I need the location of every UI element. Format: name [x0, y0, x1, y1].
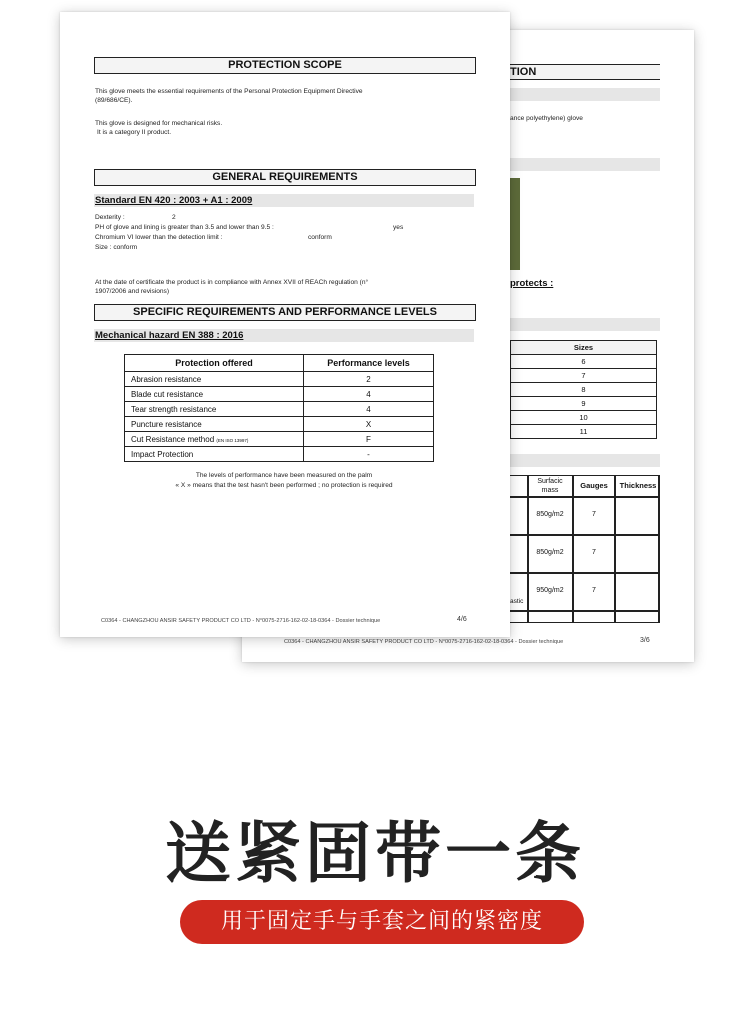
performance-value: 4 — [304, 387, 434, 402]
table-row — [125, 447, 434, 462]
back-grey-bar — [510, 454, 660, 467]
protection-label: Puncture resistance — [125, 417, 304, 432]
back-grey-bar — [510, 318, 660, 331]
reach-line: 1907/2006 and revisions) — [95, 288, 170, 295]
general-requirements-heading: GENERAL REQUIREMENTS — [94, 169, 476, 186]
glove-photo-edge — [510, 178, 520, 270]
front-page-number: 4/6 — [457, 616, 467, 623]
performance-value: F — [304, 432, 434, 447]
hazard-heading: Mechanical hazard EN 388 : 2016 — [95, 330, 244, 341]
performance-levels-header: Performance levels — [304, 355, 434, 372]
sizes-header: Sizes — [510, 340, 657, 355]
protection-label-cell — [125, 432, 304, 447]
size-cell: 9 — [510, 396, 657, 411]
back-page-number: 3/6 — [640, 637, 650, 644]
subline-pill: 用于固定手与手套之间的紧密度 — [180, 900, 584, 944]
headline: 送紧固带一条 — [165, 815, 585, 892]
gauge-value: 7 — [592, 511, 596, 518]
size-cell: 10 — [510, 410, 657, 425]
specific-requirements-heading: SPECIFIC REQUIREMENTS AND PERFORMANCE LEVELS — [94, 304, 476, 321]
back-protects-fragment: protects : — [510, 278, 554, 289]
table-row — [125, 432, 434, 447]
gauges-header: Gauges — [580, 481, 608, 490]
chromium-value: conform — [308, 234, 332, 241]
performance-value: 2 — [304, 372, 434, 387]
scope-line: It is a category II product. — [97, 129, 172, 136]
gauge-value: 7 — [592, 587, 596, 594]
size-cell: 6 — [510, 354, 657, 369]
protection-label: Impact Protection — [125, 447, 304, 462]
surface-mass-value: 850g/m2 — [536, 511, 564, 518]
table-note: The levels of performance have been measured on the palm — [195, 472, 373, 479]
protection-label: Tear strength resistance — [125, 402, 304, 417]
materials-table — [510, 475, 660, 623]
performance-value: 4 — [304, 402, 434, 417]
front-footer: C0364 - CHANGZHOU ANSIR SAFETY PRODUCT CO LTD - N°0075-2716-162-02-18-0364 - Dossier technique — [101, 618, 381, 624]
chromium-label: Chromium VI lower than the detection limit : — [95, 234, 223, 241]
protection-scope-heading: PROTECTION SCOPE — [94, 57, 476, 74]
protection-label: Cut Resistance method — [131, 434, 215, 444]
surface-mass-header: Surfacic mass — [537, 478, 563, 494]
size-cell: 11 — [510, 424, 657, 439]
dexterity-value: 2 — [172, 214, 176, 221]
back-desc-fragment: ance polyethylene) glove — [510, 115, 583, 122]
size-conform: Size : conform — [95, 244, 138, 251]
size-cell: 7 — [510, 368, 657, 383]
table-header-row — [125, 355, 434, 372]
ph-label: PH of glove and lining is greater than 3.5 and lower than 9.5 : — [95, 224, 274, 231]
scope-line: This glove is designed for mechanical risks. — [95, 120, 223, 127]
scope-line: This glove meets the essential requirements of the Personal Protection Equipment Directive — [95, 88, 363, 95]
standard-heading: Standard EN 420 : 2003 + A1 : 2009 — [95, 195, 253, 206]
protection-offered-header: Protection offered — [125, 355, 304, 372]
table-row — [125, 387, 434, 402]
table-row — [125, 402, 434, 417]
reach-line: At the date of certificate the product is in compliance with Annex XVII of REACh regulation (n° — [95, 279, 369, 286]
table-row — [125, 372, 434, 387]
performance-table — [124, 354, 434, 462]
performance-value: X — [304, 417, 434, 432]
dexterity-label: Dexterity : — [95, 214, 125, 221]
back-header-fragment: TION — [510, 66, 537, 78]
scope-line: (89/686/CE). — [95, 97, 133, 104]
gauge-value: 7 — [592, 549, 596, 556]
protection-sublabel: (EN ISO 13997) — [216, 437, 249, 443]
protection-label: Abrasion resistance — [125, 372, 304, 387]
table-row — [125, 417, 434, 432]
size-cell: 8 — [510, 382, 657, 397]
sizes-table — [510, 340, 658, 444]
thickness-header: Thickness — [619, 481, 657, 490]
back-footer: C0364 - CHANGZHOU ANSIR SAFETY PRODUCT CO LTD - N°0075-2716-162-02-18-0364 - Dossier technique — [284, 639, 564, 645]
surface-mass-value: 950g/m2 — [536, 587, 564, 594]
front-document-page — [60, 12, 510, 637]
protection-label: Blade cut resistance — [125, 387, 304, 402]
material-note-fragment: astic — [510, 598, 524, 605]
performance-value: - — [304, 447, 434, 462]
back-grey-bar — [510, 158, 660, 171]
table-note: « X » means that the test hasn't been performed ; no protection is required — [175, 482, 393, 489]
surface-mass-value: 850g/m2 — [536, 549, 564, 556]
back-grey-bar — [510, 88, 660, 101]
ph-value: yes — [393, 224, 404, 231]
